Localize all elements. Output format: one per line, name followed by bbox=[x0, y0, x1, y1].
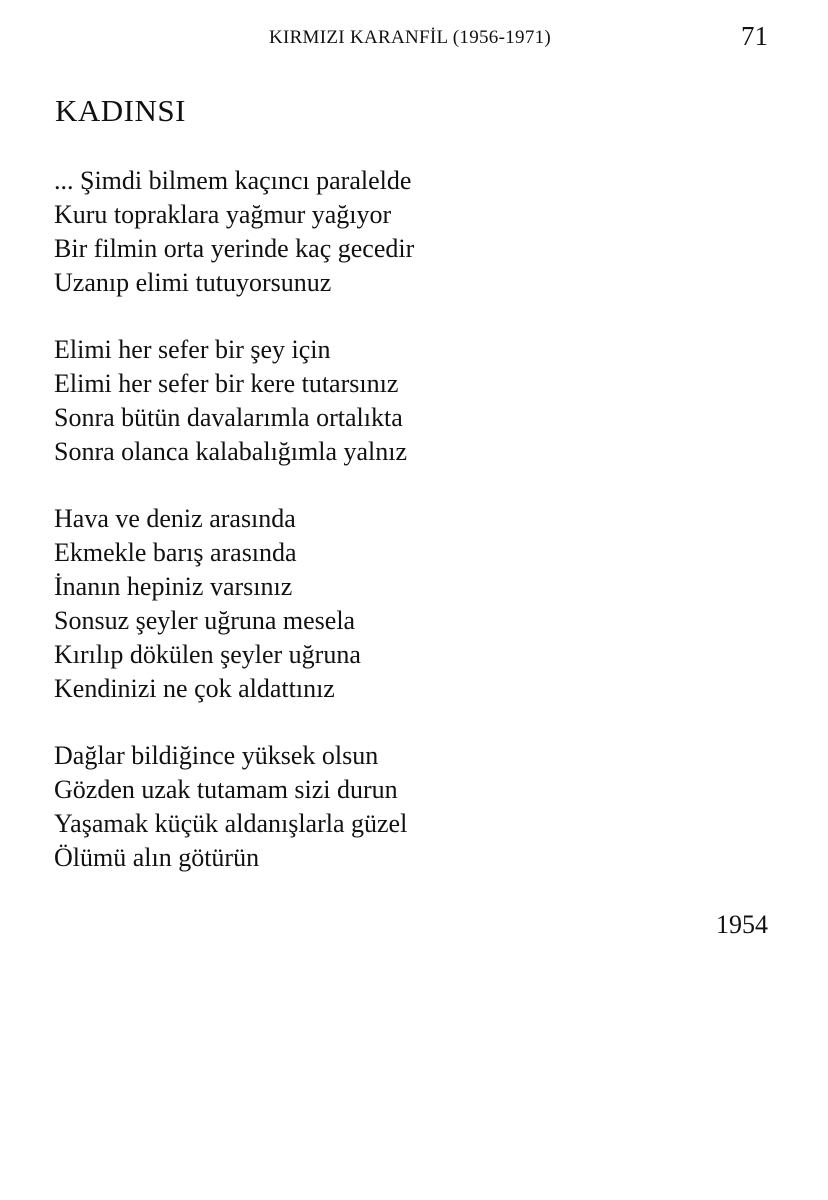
poem-line: ... Şimdi bilmem kaçıncı paralelde bbox=[54, 166, 412, 195]
poem-line: Dağlar bildiğince yüksek olsun bbox=[54, 741, 379, 770]
stanza-4 bbox=[54, 739, 754, 875]
poem-line: Uzanıp elimi tutuyorsunuz bbox=[54, 268, 332, 297]
poem-line: Sonsuz şeyler uğruna mesela bbox=[54, 606, 356, 635]
poem-line: Kuru topraklara yağmur yağıyor bbox=[54, 200, 392, 229]
poem-line: Sonra olanca kalabalığımla yalnız bbox=[54, 437, 408, 466]
poem-line: Ölümü alın götürün bbox=[54, 843, 260, 872]
stanza-1 bbox=[54, 164, 754, 300]
poem-line: Kendinizi ne çok aldattınız bbox=[54, 674, 335, 703]
poem-line: Bir filmin orta yerinde kaç gecedir bbox=[54, 234, 415, 263]
poem-line: Yaşamak küçük aldanışlarla güzel bbox=[54, 809, 408, 838]
poem-line: Sonra bütün davalarımla ortalıkta bbox=[54, 403, 403, 432]
poem-title: KADINSI bbox=[55, 93, 186, 128]
poem-line: Kırılıp dökülen şeyler uğruna bbox=[54, 640, 361, 669]
poem-line: Gözden uzak tutamam sizi durun bbox=[54, 775, 398, 804]
poem-line: Elimi her sefer bir kere tutarsınız bbox=[54, 369, 399, 398]
poem-line: İnanın hepiniz varsınız bbox=[54, 572, 293, 601]
page-number: 71 bbox=[741, 21, 768, 51]
running-header: KIRMIZI KARANFİL (1956-1971) bbox=[268, 27, 552, 48]
poem-line: Hava ve deniz arasında bbox=[54, 504, 296, 533]
poem-body bbox=[54, 164, 754, 908]
stanza-3 bbox=[54, 502, 754, 706]
stanza-2 bbox=[54, 333, 754, 469]
poem-line: Elimi her sefer bir şey için bbox=[54, 335, 331, 364]
poem-line: Ekmekle barış arasında bbox=[54, 538, 297, 567]
poem-date: 1954 bbox=[716, 910, 768, 939]
